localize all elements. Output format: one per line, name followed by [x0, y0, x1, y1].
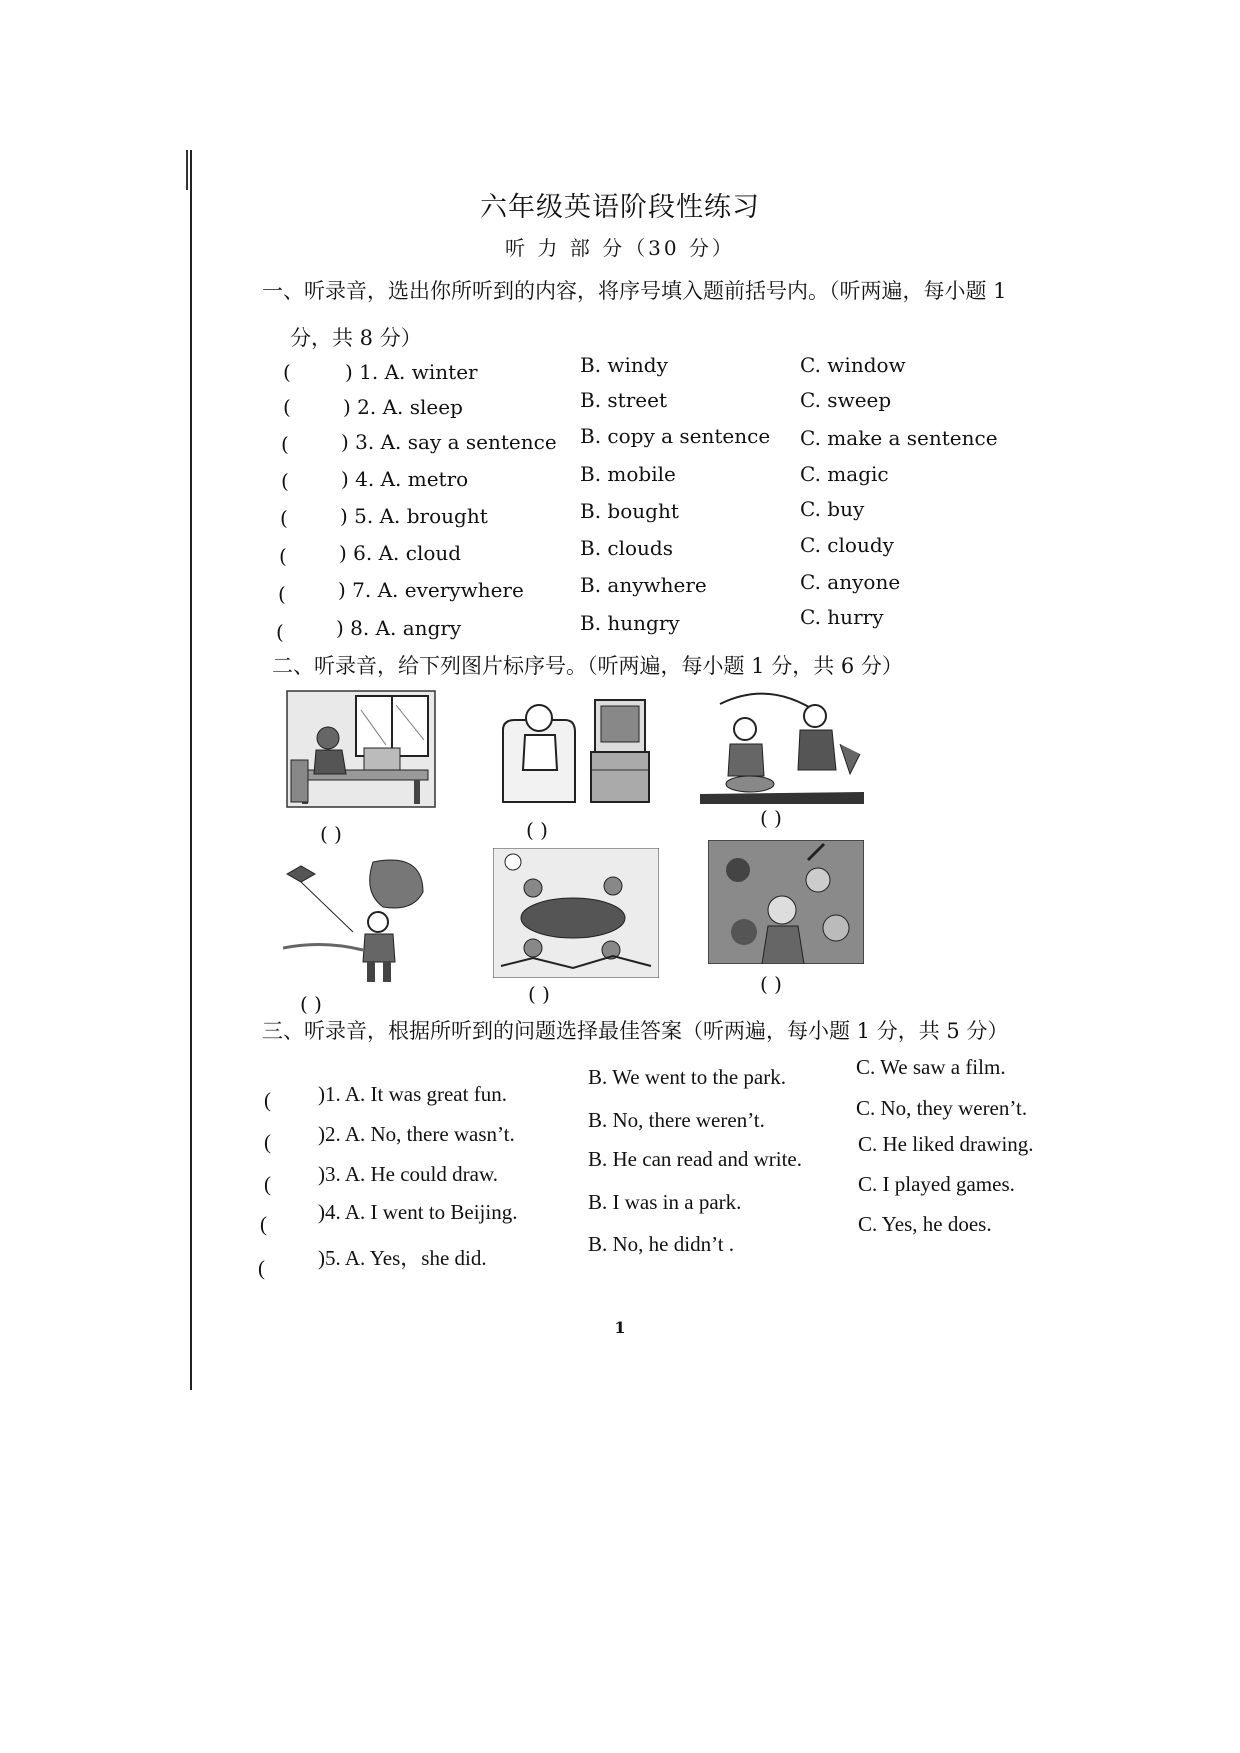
s3-item-5-a: )5. A. Yes，she did. [318, 1246, 487, 1270]
s1-item-4-a: ) 4. A. metro [341, 467, 469, 491]
s3-item-3-b: B. He can read and write. [588, 1147, 802, 1171]
s1-item-1-b: B. windy [580, 353, 668, 377]
answer-paren[interactable]: ( [264, 1130, 271, 1154]
s1-item-2-c: C. sweep [800, 388, 892, 412]
answer-paren[interactable]: ( [276, 620, 284, 644]
s3-item-2-a: )2. A. No, there wasn’t. [318, 1122, 515, 1146]
page-title: 六年级英语阶段性练习 [480, 192, 760, 223]
s1-item-8-c: C. hurry [800, 605, 884, 629]
picture-crowd [708, 840, 864, 964]
s1-item-6-b: B. clouds [580, 536, 673, 560]
s3-item-4-a: )4. A. I went to Beijing. [318, 1200, 518, 1224]
s1-item-8-a: ) 8. A. angry [336, 616, 462, 640]
s1-item-6-a: ) 6. A. cloud [339, 541, 462, 565]
s1-item-1-c: C. window [800, 353, 906, 377]
s1-item-4-b: B. mobile [580, 462, 676, 486]
picture-picnic [493, 848, 659, 978]
s3-item-2-b: B. No, there weren’t. [588, 1108, 765, 1132]
s3-item-5-c: C. Yes, he does. [858, 1212, 992, 1236]
picture-3-answer[interactable]: ( ) [760, 806, 782, 830]
s3-item-3-a: )3. A. He could draw. [318, 1162, 499, 1186]
section3-instruction: 三、听录音，根据所听到的问题选择最佳答案（听两遍，每小题 1 分，共 5 分） [262, 1019, 1009, 1043]
s1-item-5-b: B. bought [580, 499, 679, 523]
margin-tick [186, 150, 188, 190]
s1-item-4-c: C. magic [800, 462, 889, 486]
s3-item-5-b: B. No, he didn’t . [588, 1232, 735, 1256]
s1-item-2-a: ) 2. A. sleep [343, 395, 463, 419]
page-number: 1 [614, 1318, 626, 1337]
s1-item-3-a: ) 3. A. say a sentence [341, 430, 557, 454]
answer-paren[interactable]: ( [258, 1256, 265, 1280]
s1-item-3-b: B. copy a sentence [580, 424, 771, 448]
s1-item-2-b: B. street [580, 388, 667, 412]
s3-item-2-c: C. No, they weren’t. [856, 1096, 1028, 1120]
answer-paren[interactable]: ( [264, 1088, 271, 1112]
picture-4-answer[interactable]: ( ) [300, 992, 322, 1016]
picture-fishing [700, 684, 864, 804]
s3-item-1-a: )1. A. It was great fun. [318, 1082, 507, 1106]
answer-paren[interactable]: ( [283, 360, 291, 384]
s3-item-1-b: B. We went to the park. [588, 1065, 786, 1089]
picture-kite [283, 852, 429, 984]
s1-item-7-a: ) 7. A. everywhere [338, 578, 524, 602]
s1-item-6-c: C. cloudy [800, 533, 894, 557]
s1-item-8-b: B. hungry [580, 611, 680, 635]
answer-paren[interactable]: ( [278, 582, 286, 606]
s1-item-5-c: C. buy [800, 497, 865, 521]
s1-item-3-c: C. make a sentence [800, 426, 998, 450]
section2-instruction: 二、听录音，给下列图片标序号。（听两遍，每小题 1 分，共 6 分） [272, 654, 903, 678]
s3-item-3-c: C. He liked drawing. [858, 1132, 1034, 1156]
picture-1-answer[interactable]: ( ) [320, 822, 342, 846]
picture-computer [286, 690, 436, 808]
s1-item-7-b: B. anywhere [580, 573, 707, 597]
picture-5-answer[interactable]: ( ) [528, 982, 550, 1006]
picture-2-answer[interactable]: ( ) [526, 818, 548, 842]
s1-item-7-c: C. anyone [800, 570, 901, 594]
section1-instruction-line2: 分，共 8 分） [290, 326, 422, 350]
answer-paren[interactable]: ( [264, 1172, 271, 1196]
answer-paren[interactable]: ( [281, 432, 289, 456]
answer-paren[interactable]: ( [280, 506, 288, 530]
answer-paren[interactable]: ( [281, 469, 289, 493]
s3-item-4-b: B. I was in a park. [588, 1190, 742, 1214]
answer-paren[interactable]: ( [260, 1212, 267, 1236]
binding-margin-line [190, 150, 192, 1390]
section-subtitle: 听 力 部 分（30 分） [505, 236, 735, 260]
s3-item-1-c: C. We saw a film. [856, 1055, 1006, 1079]
section1-instruction-line1: 一、听录音，选出你所听到的内容，将序号填入题前括号内。（听两遍，每小题 1 [262, 279, 1007, 303]
s1-item-5-a: ) 5. A. brought [340, 504, 488, 528]
picture-tv [495, 690, 653, 810]
answer-paren[interactable]: ( [283, 395, 291, 419]
answer-paren[interactable]: ( [279, 544, 287, 568]
s1-item-1-a: ) 1. A. winter [345, 360, 478, 384]
s3-item-4-c: C. I played games. [858, 1172, 1015, 1196]
picture-6-answer[interactable]: ( ) [760, 972, 782, 996]
